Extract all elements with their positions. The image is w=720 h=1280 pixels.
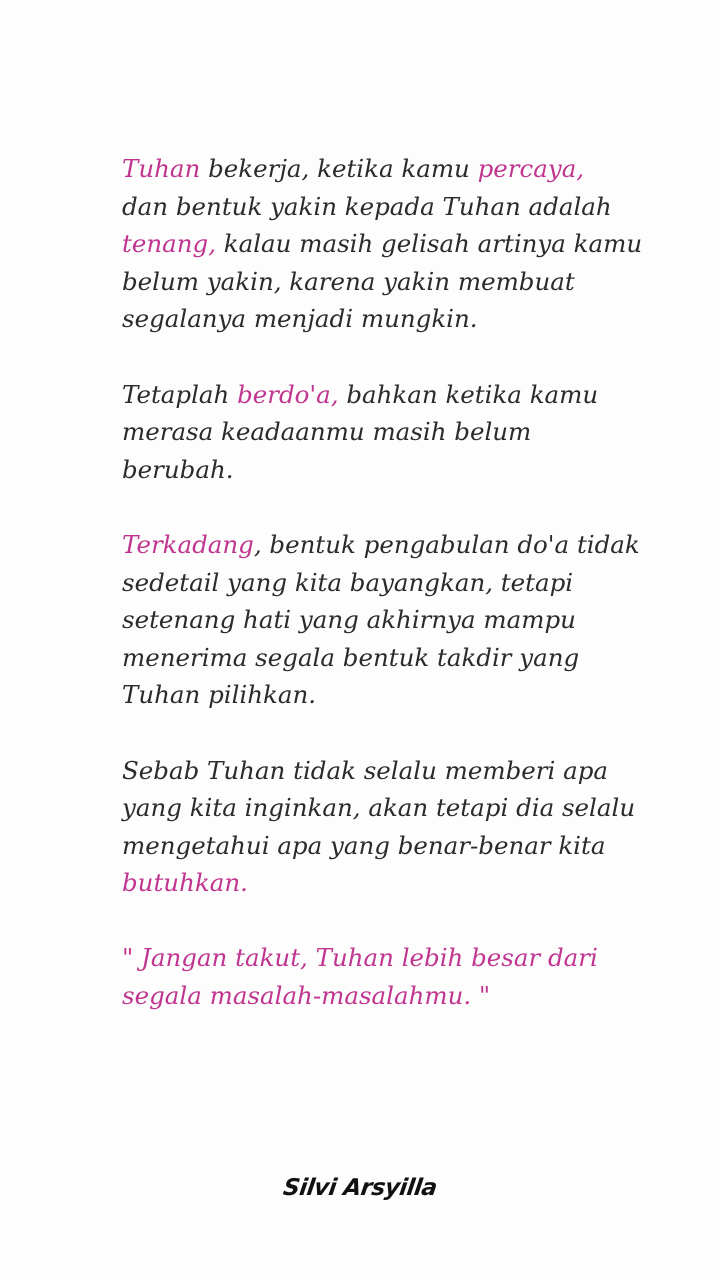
highlight-word: berdo'a, — [237, 379, 339, 409]
closing-quote — [122, 939, 622, 1014]
highlight-word: tenang, — [122, 229, 216, 259]
text-segment: bahkan ketika kamu — [338, 379, 599, 409]
paragraph-2 — [122, 376, 622, 489]
text-line: Tuhan pilihkan. — [122, 680, 317, 710]
highlight-word: Tuhan — [122, 154, 201, 183]
text-line: merasa keadaanmu masih belum — [122, 417, 532, 447]
text-line: menerima segala bentuk takdir yang — [122, 642, 580, 672]
quote-line: segala masalah-masalahmu. " — [122, 981, 491, 1011]
text-line: dan bentuk yakin kepada Tuhan adalah — [122, 191, 612, 221]
paragraph-3 — [122, 526, 640, 714]
text-line: segalanya menjadi mungkin. — [122, 304, 478, 334]
text-line — [122, 376, 622, 414]
quote-line: " Jangan takut, Tuhan lebih besar dari — [122, 943, 598, 973]
highlight-line: butuhkan. — [122, 868, 248, 898]
text-segment: Tetaplah — [122, 379, 238, 409]
text-line — [122, 526, 640, 564]
signature: Silvi Arsyilla — [281, 1175, 439, 1201]
highlight-word: Terkadang — [122, 529, 254, 559]
text-line: sedetail yang kita bayangkan, tetapi — [122, 567, 574, 597]
text-line: belum yakin, karena yakin membuat — [122, 266, 575, 296]
text-line: Sebab Tuhan tidak selalu memberi apa — [122, 755, 609, 785]
highlight-word: percaya, — [477, 154, 585, 183]
text-line — [122, 150, 622, 188]
text-line: setenang hati yang akhirnya mampu — [122, 605, 576, 635]
text-line: yang kita inginkan, akan tetapi dia selalu — [122, 793, 636, 823]
text-segment: bekerja, ketika kamu — [200, 154, 478, 183]
text-line: berubah. — [122, 454, 234, 484]
paragraph-1 — [122, 150, 643, 338]
text-segment: , bentuk pengabulan do'a tidak — [253, 529, 640, 559]
text-line — [122, 225, 643, 263]
text-block — [122, 150, 643, 1052]
text-segment: kalau masih gelisah artinya kamu — [215, 229, 643, 259]
paragraph-4 — [122, 752, 636, 902]
text-line: mengetahui apa yang benar-benar kita — [122, 830, 606, 860]
